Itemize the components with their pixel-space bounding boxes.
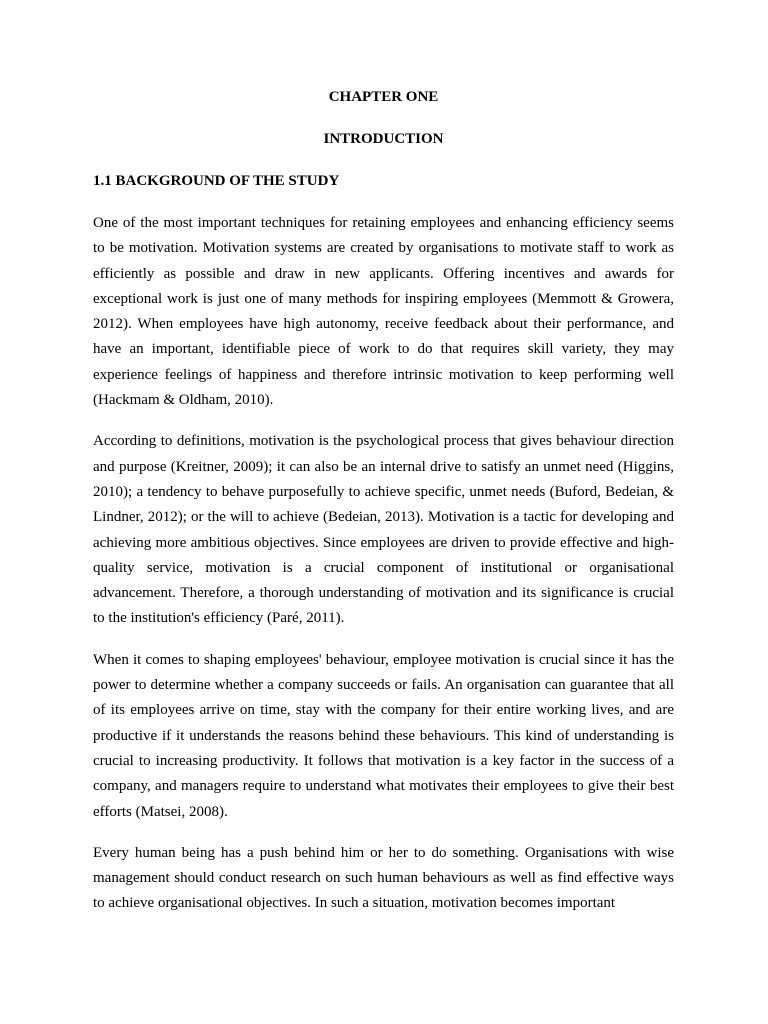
paragraph-3: When it comes to shaping employees' behaviour, employee motivation is crucial since it has the power to determine whether a company succeeds or fails. An organisation can guarantee that all of its employees arrive on time, stay with the company for their entire working lives, and are productive if it understands the reasons behind these behaviours. This kind of understanding is crucial to increasing productivity. It follows that motivation is a key factor in the success of a company, and managers require to understand what motivates their employees to give their best efforts (Matsei, 2008).: [93, 651, 674, 820]
paragraph-2: According to definitions, motivation is the psychological process that gives behaviour direction and purpose (Kreitner, 2009); it can also be an internal drive to satisfy an unmet need (Higgins, 2010); a tendency to behave purposefully to achieve specific, unmet needs (Buford, Bedeian, & Lindner, 2012); or the will to achieve (Bedeian, 2013). Motivation is a tactic for developing and achieving more ambitious objectives. Since employees are driven to provide effective and high-quality service, motivation is a crucial component of institutional or organisational advancement. Therefore, a thorough understanding of motivation and its significance is crucial to the institution's efficiency (Paré, 2011).: [93, 433, 674, 627]
chapter-title: CHAPTER ONE: [328, 89, 439, 105]
subheading-background: 1.1 BACKGROUND OF THE STUDY: [93, 173, 340, 189]
paragraph-4: Every human being has a push behind him or her to do something. Organisations with wise management should conduct research on such human behaviours as well as find effective ways to achieve organisational objectives. In such a situation, motivation becomes important: [93, 844, 674, 912]
section-title: INTRODUCTION: [323, 131, 444, 147]
paragraph-1: One of the most important techniques for retaining employees and enhancing efficiency seems to be motivation. Motivation systems are created by organisations to motivate staff to work as efficiently as possible and draw in new applicants. Offering incentives and awards for exceptional work is just one of many methods for inspiring employees (Memmott & Growera, 2012). When employees have high autonomy, receive feedback about their performance, and have an important, identifiable piece of work to do that requires skill variety, they may experience feelings of happiness and therefore intrinsic motivation to keep performing well (Hackmam & Oldham, 2010).: [93, 215, 674, 409]
page-content: [93, 80, 674, 917]
